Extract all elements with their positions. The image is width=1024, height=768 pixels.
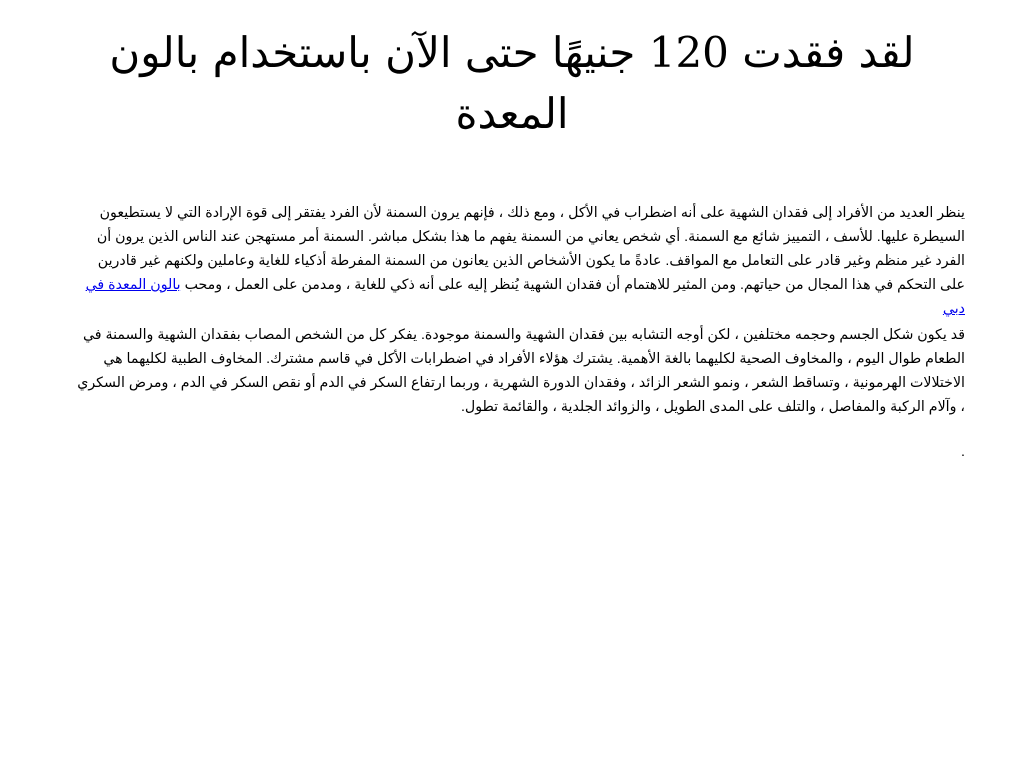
slide-body [75,201,965,464]
gastric-balloon-dubai-link[interactable]: بالون المعدة في دبي [85,277,965,317]
body-paragraph-1 [75,201,965,321]
slide-title: لقد فقدت 120 جنيهًا حتى الآن باستخدام بالون المعدة [109,28,915,138]
trailing-period: . [961,444,965,460]
body-paragraph-2: قد يكون شكل الجسم وحجمه مختلفين ، لكن أوجه التشابه بين فقدان الشهية والسمنة موجودة. يفكر كل من الشخص المصاب بفقدان الشهية والسمنة في الطعام طوال اليوم ، والمخاوف الصحية لكليهما بالغة الأهمية. يشترك هؤلاء الأفراد في اضطرابات الأكل في قاسم مشترك. المخاوف الطبية لكليهما هي الاختلالات الهرمونية ، وتساقط الشعر ، ونمو الشعر الزائد ، وفقدان الدورة الشهرية ، وربما ارتفاع السكر في الدم أو نقص السكر في الدم ، ومرض السكري ، وآلام الركبة والمفاصل ، والتلف على المدى الطويل ، والزوائد الجلدية ، والقائمة تطول. [77,327,965,415]
paragraph-1-text: ينظر العديد من الأفراد إلى فقدان الشهية على أنه اضطراب في الأكل ، ومع ذلك ، فإنهم يرون السمنة لأن الفرد يفتقر إلى قوة الإرادة التي لا يستطيعون السيطرة عليها. للأسف ، التمييز شائع مع السمنة. أي شخص يعاني من السمنة يفهم ما هذا بشكل مباشر. السمنة أمر مستهجن عند الناس الذين يرون أن الفرد غير منظم وغير قادر على التعامل مع المواقف. عادةً ما يكون الأشخاص الذين يعانون من السمنة المفرطة أذكياء للغاية وعاملين ولكنهم غير قادرين على التحكم في هذا المجال من حياتهم. ومن المثير للاهتمام أن فقدان الشهية يُنظر إليه على أنه ذكي للغاية ، ومدمن على العمل ، ومحب [96,205,965,293]
